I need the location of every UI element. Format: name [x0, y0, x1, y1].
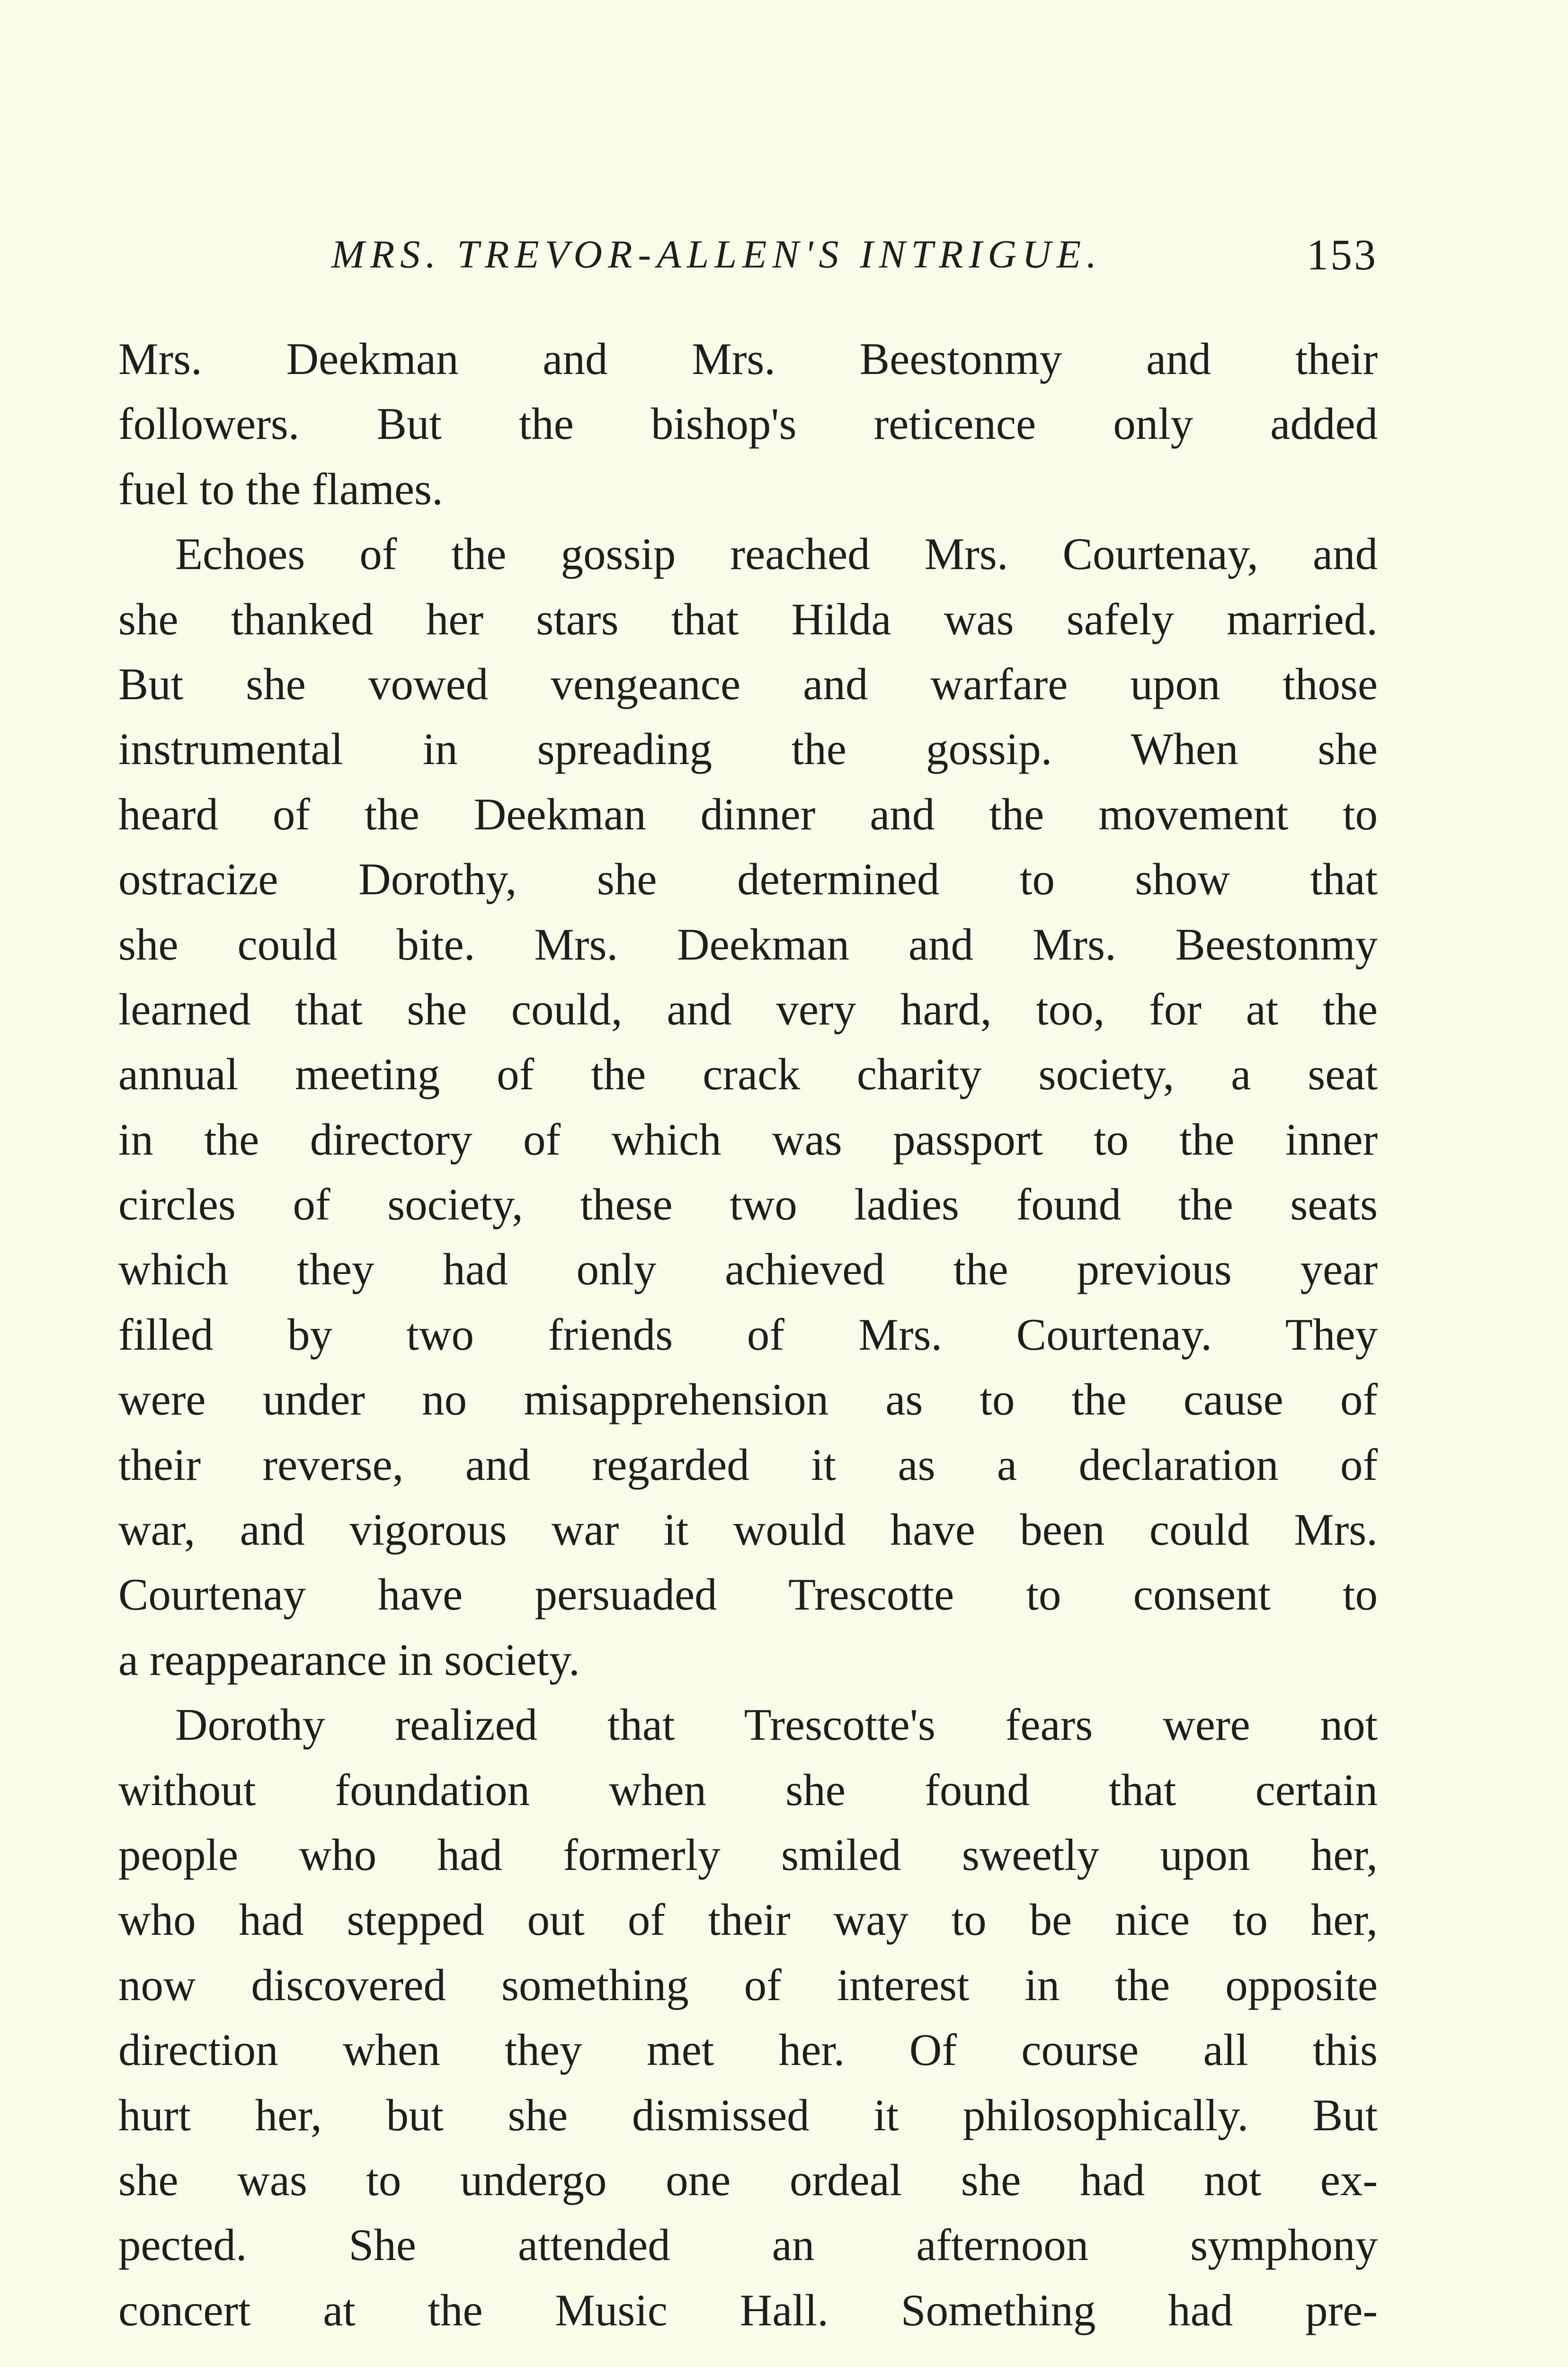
text-line: followers. But the bishop's reticence only added: [118, 399, 1378, 449]
text-line: But she vowed vengeance and warfare upon those: [118, 658, 1378, 709]
text-line: instrumental in spreading the gossip. When she: [118, 724, 1378, 774]
text-line: hurt her, but she dismissed it philosophically. But: [118, 2090, 1378, 2140]
text-line: heard of the Deekman dinner and the movement to: [118, 789, 1378, 839]
body-text: [118, 327, 1378, 2343]
text-line: which they had only achieved the previous year: [118, 1244, 1378, 1295]
text-line: without foundation when she found that certain: [118, 1764, 1378, 1815]
paragraph-2: [118, 522, 1378, 1692]
text-line: Echoes of the gossip reached Mrs. Courtenay, and: [175, 529, 1378, 579]
text-line: were under no misapprehension as to the cause of: [118, 1374, 1378, 1425]
text-line: circles of society, these two ladies found the seats: [118, 1179, 1378, 1230]
text-line: in the directory of which was passport to the inner: [118, 1114, 1378, 1165]
text-line: who had stepped out of their way to be nice to her,: [118, 1895, 1378, 1945]
text-line: annual meeting of the crack charity society, a seat: [118, 1049, 1378, 1100]
text-line: a reappearance in society.: [118, 1634, 580, 1685]
text-line: Courtenay have persuaded Trescotte to consent to: [118, 1569, 1378, 1620]
text-line: their reverse, and regarded it as a declaration of: [118, 1439, 1378, 1490]
paragraph-3: [118, 1692, 1378, 2343]
running-head: [118, 226, 1378, 283]
text-line: learned that she could, and very hard, too, for at the: [118, 984, 1378, 1034]
text-line: she could bite. Mrs. Deekman and Mrs. Beestonmy: [118, 919, 1378, 970]
text-line: fuel to the flames.: [118, 463, 443, 514]
text-line: Dorothy realized that Trescotte's fears were not: [175, 1700, 1378, 1750]
text-line: direction when they met her. Of course all this: [118, 2025, 1378, 2075]
text-line: now discovered something of interest in the opposite: [118, 1959, 1378, 2010]
text-line: filled by two friends of Mrs. Courtenay. They: [118, 1309, 1378, 1360]
text-line: she was to undergo one ordeal she had not ex-: [118, 2154, 1378, 2205]
text-line: people who had formerly smiled sweetly upon her,: [118, 1829, 1378, 1880]
paragraph-1: [118, 327, 1378, 522]
text-line: concert at the Music Hall. Something had pre-: [118, 2285, 1378, 2335]
text-line: she thanked her stars that Hilda was safely married.: [118, 594, 1378, 644]
text-line: ostracize Dorothy, she determined to show that: [118, 854, 1378, 905]
page-number: 153: [1307, 231, 1378, 279]
text-line: pected. She attended an afternoon symphony: [118, 2220, 1378, 2270]
running-title: MRS. TREVOR-ALLEN'S INTRIGUE.: [331, 232, 1103, 276]
text-line: war, and vigorous war it would have been could Mrs.: [118, 1504, 1378, 1555]
text-line: Mrs. Deekman and Mrs. Beestonmy and their: [118, 334, 1378, 384]
